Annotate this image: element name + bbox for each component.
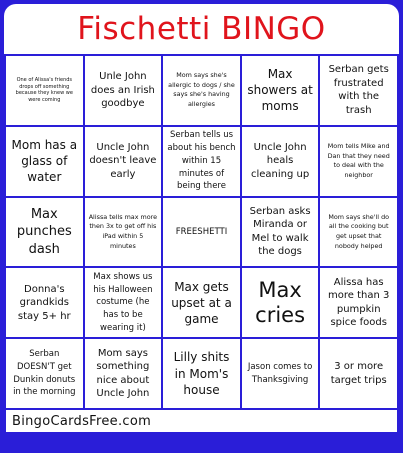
bingo-cell[interactable]: Lilly shits in Mom's house	[163, 339, 240, 408]
bingo-cell[interactable]: Unle John does an Irish goodbye	[85, 56, 162, 125]
bingo-cell[interactable]: Serban tells us about his bench within 15 minutes of being there	[163, 127, 240, 196]
bingo-cell[interactable]: One of Alissa's friends drops off something because they knew we were coming	[6, 56, 83, 125]
bingo-cell[interactable]: Mom says she's allergic to dogs / she says she's having allergies	[163, 56, 240, 125]
bingo-cell[interactable]: Mom has a glass of water	[6, 127, 83, 196]
bingo-cell[interactable]: Jason comes to Thanksgiving	[242, 339, 319, 408]
bingo-cell[interactable]: Serban DOESN'T get Dunkin donuts in the morning	[6, 339, 83, 408]
bingo-grid	[6, 56, 397, 408]
bingo-cell[interactable]: Max shows us his Halloween costume (he has to be wearing it)	[85, 268, 162, 337]
bingo-cell[interactable]: Uncle John heals cleaning up	[242, 127, 319, 196]
title-bar	[4, 4, 399, 54]
bingo-cell[interactable]: Max punches dash	[6, 198, 83, 267]
bingo-cell[interactable]: 3 or more target trips	[320, 339, 397, 408]
bingo-cell[interactable]: Donna's grandkids stay 5+ hr	[6, 268, 83, 337]
bingo-cell[interactable]: Mom says something nice about Uncle John	[85, 339, 162, 408]
footer-bar	[6, 410, 397, 432]
bingo-cell[interactable]: Serban gets frustrated with the trash	[320, 56, 397, 125]
bingo-cell[interactable]: Mom says she'll do all the cooking but get upset that nobody helped	[320, 198, 397, 267]
bingo-cell[interactable]: Alissa has more than 3 pumpkin spice foods	[320, 268, 397, 337]
bingo-cell[interactable]: Serban asks Miranda or Mel to walk the dogs	[242, 198, 319, 267]
footer-site-label: BingoCardsFree.com	[12, 413, 152, 429]
bingo-cell[interactable]: Uncle John doesn't leave early	[85, 127, 162, 196]
bingo-cell[interactable]: Alissa tells max more then 3x to get off his iPad within 5 minutes	[85, 198, 162, 267]
free-space-cell[interactable]: FREESHETTI	[163, 198, 240, 267]
bingo-cell[interactable]: Max cries	[242, 268, 319, 337]
bingo-cell[interactable]: Max gets upset at a game	[163, 268, 240, 337]
bingo-cell[interactable]: Mom tells Mike and Dan that they need to deal with the neighbor	[320, 127, 397, 196]
bingo-cell[interactable]: Max showers at moms	[242, 56, 319, 125]
card-title: Fischetti BINGO	[77, 10, 326, 47]
